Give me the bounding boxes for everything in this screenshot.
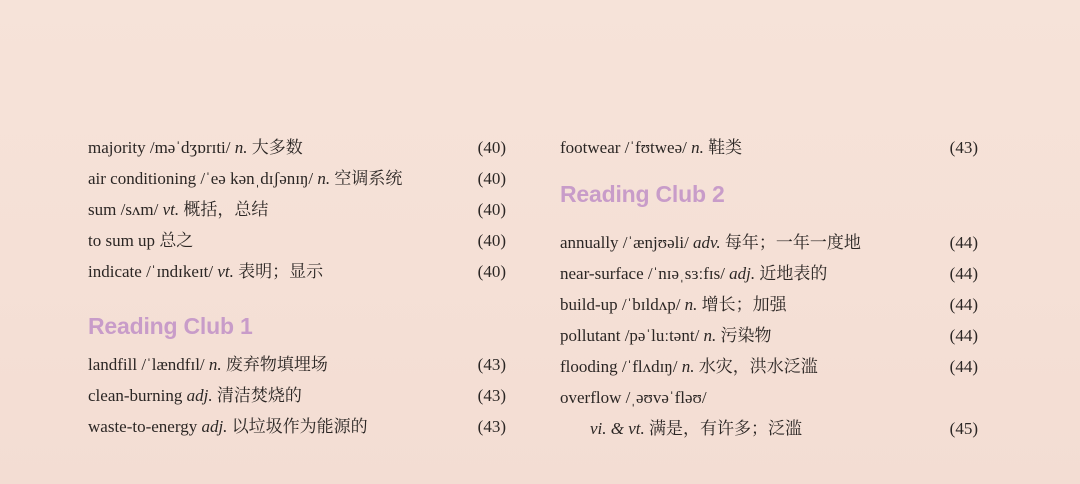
entry-meaning: 鞋类 <box>703 138 743 157</box>
entry-pos: n. <box>208 355 222 374</box>
entry-page: (40) <box>477 231 506 250</box>
vocab-entry <box>560 384 980 415</box>
entry-meaning: 近地表的 <box>755 264 828 283</box>
entry-pos: n. <box>681 357 695 376</box>
entry-page: (43) <box>477 355 506 374</box>
entry-word: overflow <box>560 388 622 407</box>
entry-meaning: 废弃物填埋场 <box>221 355 328 374</box>
entry-word: sum <box>88 200 117 219</box>
entry-meaning: 大多数 <box>247 138 303 157</box>
entry-phonetic: /pəˈluːtənt/ <box>620 326 704 345</box>
vocab-entry <box>88 227 508 258</box>
entry-meaning: 增长；加强 <box>697 295 787 314</box>
entry-page: (43) <box>949 138 978 157</box>
entry-pos: n. <box>684 295 698 314</box>
entry-word: clean-burning <box>88 386 183 405</box>
entry-page: (44) <box>949 264 978 283</box>
entry-page: (43) <box>477 417 506 436</box>
entry-phonetic: /ˈflʌdɪŋ/ <box>617 357 682 376</box>
entry-pos: vt. <box>162 200 180 219</box>
entry-word: landfill <box>88 355 138 374</box>
entry-page: (44) <box>949 233 978 252</box>
right-entry-list <box>560 134 980 165</box>
vocab-entry <box>560 353 980 384</box>
entry-word: indicate <box>88 262 142 281</box>
entry-phonetic: /ˈænjʊəli/ <box>618 233 694 252</box>
entry-phonetic: /məˈdʒɒrɪti/ <box>145 138 235 157</box>
vocab-entry <box>560 291 980 322</box>
entry-meaning: 以垃圾作为能源的 <box>227 417 368 436</box>
entry-pos: n. <box>234 138 248 157</box>
entry-phonetic: /ˈnɪəˌsɜːfɪs/ <box>643 264 730 283</box>
entry-pos: n. <box>703 326 717 345</box>
entry-page: (40) <box>477 169 506 188</box>
vocab-entry <box>88 258 508 289</box>
entry-phonetic: /ˈɪndɪkeɪt/ <box>141 262 218 281</box>
entry-meaning: 表明；显示 <box>233 262 324 281</box>
entry-word: waste-to-energy <box>88 417 198 436</box>
vocab-entry <box>88 134 508 165</box>
right-column <box>560 134 980 446</box>
entry-page: (40) <box>477 262 506 281</box>
entry-phonetic: /ˌəʊvəˈfləʊ/ <box>621 388 707 407</box>
entry-meaning: 每年；一年一度地 <box>720 233 861 252</box>
entry-page: (43) <box>477 386 506 405</box>
entry-word: near-surface <box>560 264 644 283</box>
entry-pos: adv. <box>693 233 721 252</box>
entry-page: (45) <box>949 419 978 438</box>
entry-meaning: 满是，有许多；泛滥 <box>644 419 803 438</box>
entry-page: (40) <box>477 200 506 219</box>
entry-meaning: 水灾，洪水泛滥 <box>694 357 818 376</box>
vocab-entry <box>560 260 980 291</box>
entry-pos: adj. <box>201 417 228 436</box>
entry-pos: vt. <box>217 262 234 281</box>
vocab-entry <box>88 382 508 413</box>
entry-pos: vi. & vt. <box>590 419 645 438</box>
entry-pos: n. <box>691 138 704 157</box>
entry-word: pollutant <box>560 326 621 345</box>
entry-pos: adj. <box>186 386 213 405</box>
entry-page: (40) <box>477 138 506 157</box>
entry-word: build-up <box>560 295 618 314</box>
left-entry-list <box>88 134 508 289</box>
entry-phonetic: /ˈbɪldʌp/ <box>617 295 685 314</box>
vocab-entry <box>88 351 508 382</box>
entry-phonetic: /ˈfʊtweə/ <box>620 138 692 157</box>
entry-word: to sum up <box>88 231 156 250</box>
vocab-entry <box>560 322 980 353</box>
entry-page: (44) <box>949 326 978 345</box>
entry-word: annually <box>560 233 619 252</box>
entry-page: (44) <box>949 357 978 376</box>
section-heading-reading-club-1: Reading Club 1 <box>88 313 253 339</box>
entry-meaning: 概括，总结 <box>179 200 269 219</box>
entry-phonetic: /ˈeə kənˌdɪʃənɪŋ/ <box>196 169 318 188</box>
entry-word: footwear <box>560 138 621 157</box>
right-entry-list-2 <box>560 229 980 415</box>
vocab-entry <box>88 196 508 227</box>
entry-pos: n. <box>317 169 331 188</box>
entry-word: air conditioning <box>88 169 197 188</box>
left-column <box>88 134 508 444</box>
vocab-entry <box>560 229 980 260</box>
entry-meaning: 空调系统 <box>330 169 403 188</box>
entry-meaning: 清洁焚烧的 <box>212 386 302 405</box>
entry-phonetic: /ˈlændfɪl/ <box>137 355 209 374</box>
vocab-entry <box>560 134 980 165</box>
vocab-entry <box>88 165 508 196</box>
entry-page: (44) <box>949 295 978 314</box>
left-entry-list-2 <box>88 351 508 444</box>
entry-word: majority <box>88 138 146 157</box>
entry-meaning: 总之 <box>159 231 194 250</box>
vocab-entry <box>88 413 508 444</box>
vocab-entry-continuation <box>560 415 980 446</box>
section-heading-reading-club-2: Reading Club 2 <box>560 181 725 207</box>
entry-word: flooding <box>560 357 618 376</box>
entry-phonetic: /sʌm/ <box>116 200 163 219</box>
entry-pos: adj. <box>729 264 756 283</box>
entry-meaning: 污染物 <box>716 326 772 345</box>
